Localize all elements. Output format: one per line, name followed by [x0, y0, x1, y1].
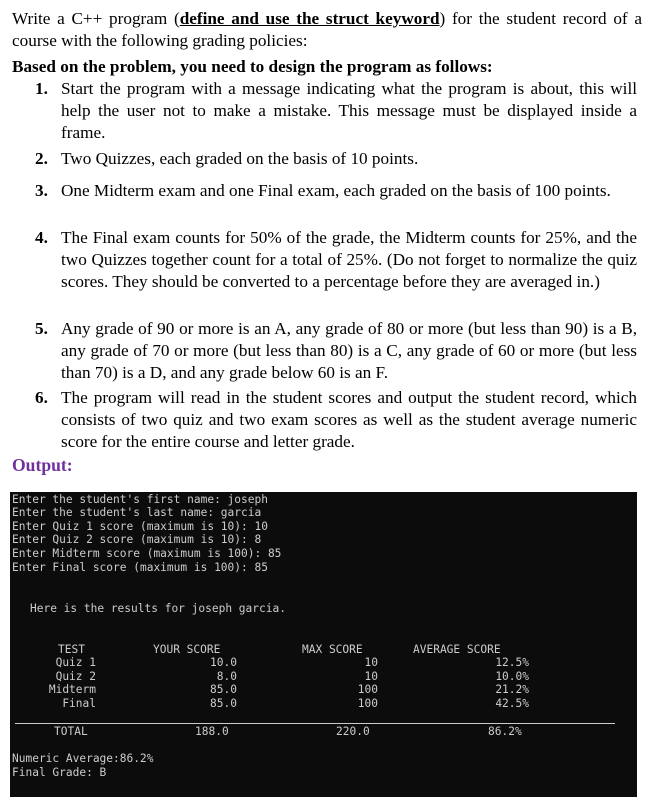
intro-prefix: Write a C++ program (	[12, 9, 180, 28]
console-input-line: Enter Quiz 2 score (maximum is 10): 8	[12, 533, 262, 546]
design-heading: Based on the problem, you need to design the program as follows:	[12, 57, 493, 76]
header-average-score: AVERAGE SCORE	[413, 643, 501, 656]
item-number: 1.	[35, 79, 48, 98]
item-text: The Final exam counts for 50% of the grade, the Midterm counts for 25%, and the two Quizzes together count for a total of 25%. (Do not forget to normalize the quiz scores. They should be converted to a percentage before they are averaged in.)	[61, 228, 637, 291]
intro-emphasis: define and use the struct keyword	[179, 9, 440, 28]
row-test: Midterm	[48, 683, 96, 696]
list-item	[35, 78, 637, 144]
results-line: Here is the results for joseph garcia.	[30, 602, 286, 615]
total-score: 188.0	[195, 725, 229, 738]
row-average: 21.2%	[495, 683, 529, 696]
row-test: Quiz 2	[55, 670, 96, 683]
row-score: 85.0	[210, 683, 237, 696]
console-input-line: Enter the student's last name: garcia	[12, 506, 262, 519]
row-max: 10	[364, 670, 378, 683]
item-number: 2.	[35, 149, 48, 168]
item-text: Any grade of 90 or more is an A, any grade of 80 or more (but less than 90) is a B, any grade of 70 or more (but less than 80) is a C, any grade of 60 or more (but less than 70) is a D, and any grade below 60 is an F.	[61, 319, 637, 382]
intro-paragraph	[12, 8, 642, 51]
list-item	[35, 227, 637, 293]
list-item	[35, 148, 637, 170]
console-input-line: Enter Quiz 1 score (maximum is 10): 10	[12, 520, 268, 533]
console-input-line: Enter Final score (maximum is 100): 85	[12, 561, 268, 574]
row-test: Quiz 1	[55, 656, 96, 669]
row-average: 10.0%	[495, 670, 529, 683]
list-item	[35, 387, 637, 453]
item-text: The program will read in the student scores and output the student record, which consists of two quiz and two exam scores as well as the student average numeric score for the entire course and letter grade.	[61, 388, 637, 451]
total-average: 86.2%	[488, 725, 522, 738]
final-grade-line: Final Grade: B	[12, 766, 107, 779]
row-score: 8.0	[216, 670, 237, 683]
row-average: 42.5%	[495, 697, 529, 710]
console-output	[10, 492, 637, 797]
row-score: 85.0	[210, 697, 237, 710]
item-number: 3.	[35, 181, 48, 200]
row-max: 10	[364, 656, 378, 669]
intro-suffix: ) for the student record of a course with the following grading policies:	[12, 9, 642, 50]
row-score: 10.0	[210, 656, 237, 669]
list-item	[35, 318, 637, 384]
item-number: 6.	[35, 388, 48, 407]
console-input-line: Enter the student's first name: joseph	[12, 493, 268, 506]
total-max: 220.0	[336, 725, 370, 738]
header-max-score: MAX SCORE	[302, 643, 363, 656]
item-text: Two Quizzes, each graded on the basis of 10 points.	[61, 149, 419, 168]
header-your-score: YOUR SCORE	[153, 643, 221, 656]
item-text: One Midterm exam and one Final exam, each graded on the basis of 100 points.	[61, 181, 611, 200]
item-number: 4.	[35, 228, 48, 247]
item-number: 5.	[35, 319, 48, 338]
total-label: TOTAL	[54, 725, 88, 738]
header-test: TEST	[58, 643, 85, 656]
row-test: Final	[62, 697, 96, 710]
row-max: 100	[357, 683, 378, 696]
item-text: Start the program with a message indicating what the program is about, this will help the user not to make a mistake. This message must be displayed inside a frame.	[61, 79, 637, 142]
console-divider	[15, 723, 615, 724]
row-average: 12.5%	[495, 656, 529, 669]
output-heading: Output:	[12, 455, 73, 475]
numeric-average-line: Numeric Average:86.2%	[12, 752, 154, 765]
row-max: 100	[357, 697, 378, 710]
list-item	[35, 180, 637, 202]
console-input-line: Enter Midterm score (maximum is 100): 85	[12, 547, 282, 560]
